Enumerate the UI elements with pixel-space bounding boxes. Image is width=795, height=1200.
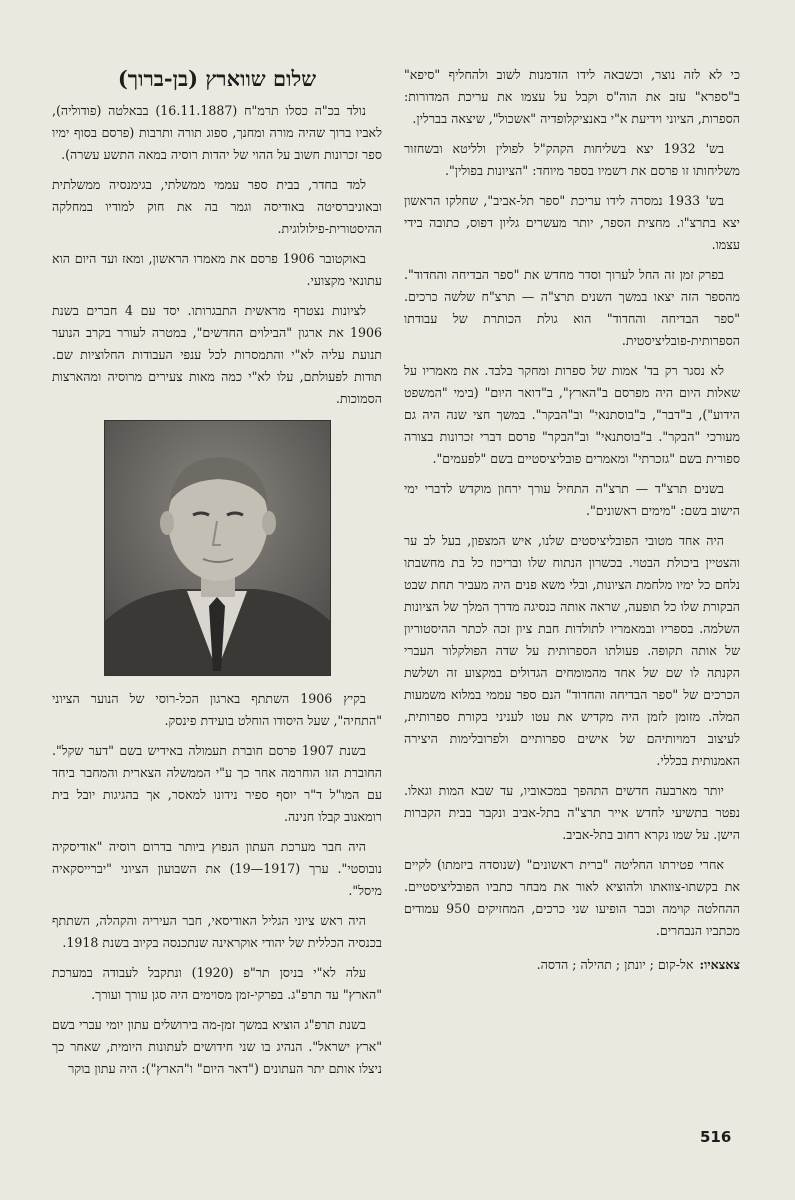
paragraph: בש' 1933 נמסרה לידו עריכת "ספר תל-אביב", שחלקו הראשון יצא בתרצ"ו. מחצית הספר, יותר מעשרים גליון דפוס, כתובה בידי עצמו. [404,193,740,252]
paragraph: אחרי פטירתו החליטה "ברית ראשונים" (שנוסדה ביזמתו) לקיים את בקשתו-צוואתו ולהוציא לאור את מבחר כתביו הפובליציסטיים. ההחלטה קוימה וכבר הופיעו שני כרכים, המחזיקים 950 עמודים מכתביו הנבחרים. [404,857,740,938]
paragraph: יותר מארבעה חדשים התהפך במכאוביו, עד שבא המות וגאלו. נפטר בתשיעי לחדש אייר תרצ"ה בתל-אביב ונקבר בבית הקברות הישן. על שמו נקרא רחוב בתל-אביב. [404,783,740,842]
paragraph: למד בחדר, בבית ספר עממי ממשלתי, בגימנסיה ממשלתית ובאוניברסיטה באודיסה וגמר בה את חוק למודיו במחלקה ההיסטורית-פילולוגית. [52,177,382,236]
paragraph: היה חבר מערכת העתון הנפוץ ביותר בדרום רוסיה "אודיסקיה נובוסטי". ערך (1917—19) את השבועון הציוני "יברייסקאיה מיסל". [52,839,382,898]
relatives-names: אל-קום ; יונתן ; תהילה ; הדסה. [536,957,694,972]
paragraph: בש' 1932 יצא בשליחות הקהק"ל לפולין ולליטא ובשחזור משליחותו זו פרסם את רשמיו בספר מיוחד: "הציונות בפולין". [404,141,740,178]
left-column [52,64,382,1088]
paragraph: היה ראש ציוני הגליל האודיסאי, חבר העיריה והקהלה, השתתף בכנסיה הכללית של יהודי אוקראינה שנתכנסה בקיוב בשנת 1918. [52,913,382,950]
relatives-label: צאצאיו: [699,957,740,972]
page-number: 516 [700,1128,732,1146]
paragraph: נולד בכ"ה כסלו תרמ"ח (16.11.1887) בבאלטה (פודוליה), לאביו ברוך שהיה מורה ומחנך, ספוג תורה ותרבות (פרסם בסוף ימיו ספר זכרונות חשוב על ההוי של יהדות רוסיה במאה התשע עשרה). [52,103,382,162]
paragraph: בשנים תרצ"ד — תרצ"ה התחיל עורך ירחון מוקדש לדברי ימי הישוב בשם: "מימים ראשונים". [404,481,740,518]
relatives-line [404,954,740,976]
right-column [404,64,740,976]
paragraph: היה אחד מטובי הפובליציסטים שלנו, איש המצפון, בעל לב ער והצטיין ביכולת הבטוי. בכשרון הנתוח שלו ובריכוז כל בת מחשבתו נלחם כל ימיו מלחמת הציונות, ובלי משא פנים היה מעביר תחת שבט הבקורת שלו כל תופעה, שראה אותה כנסיגה מדרך המלך של הציונות השלמה. בספריו ובמאמריו לתולדות חבת ציון זכה לכתר ההיסטוריון של אותה תקופה. פעולתו הספרותית על שדה הפולקלור העברי הקנתה לו שם של אחד מהמומחים הגדולים במקצוע זה ושלשת הכרכים של "ספר הבדיחה והחדוד" הנם ספר עממי במלוא משמעות המלה. מזומן לזמן היה מקדיש את עטו לעניני בקורת ספרותית, לעיצוב דמויותיהם של אישים ספרותיים ולפרובלימות היצירה האמנותית בכללי. [404,533,740,768]
paragraph: באוקטובר 1906 פרסם את מאמרו הראשון, ומאז ועד היום הוא עתונאי מקצועי. [52,251,382,288]
paragraph: כי לא לזה נוצר, וכשבאה לידו הזדמנות לשוב ולהחליף "סיפא" ב"ספרא" עזב את הוה"ס וקבל על עצמו את עריכת המדורות: הספרות, הציוני וידיעת א"י באנציקלופדיה "אשכול", שיצאה בברלין. [404,67,740,126]
paragraph: בפרק זמן זה החל לערוך וסדר מחדש את "ספר הבדיחה והחדוד". מהספר הזה יצאו במשך השנים תרצ"ה — תרצ"ח שלשה כרכים. "ספר הבדיחה והחדוד" הוא גולת הכותרת של עבודתו הספרותית-פובליציסטית. [404,267,740,348]
paragraph: לא נסגר רק בד' אמות של ספרות ומחקר בלבד. את מאמריו על שאלות היום היה מפרסם ב"הארץ", ב"דואר היום" (בימי "המשפט הידוע"), ב"דבר", ב"בוסתנאי" וב"הבקר". במשך חצי שנה היה גם מעורכי "הבקר". ב"בוסתנאי" וב"הבקר" פרסם דברי זכרונות בצורה ספורית בשם "גזכרתי" ומאמרים פובליציסטיים בשם "לפעמים". [404,363,740,466]
portrait-photo [104,420,331,676]
article-title: שלום שווארץ (בן-ברוך) [117,66,317,91]
paragraph: בשנת תרפ"ג הוציא במשך זמן-מה בירושלים עתון יומי עברי בשם "ארץ ישראל". הנהיג בו שני חידושים לעתונות היומית, שאחר כך ניצלו אותם יתר העתונים ("דאר היום" ו"הארץ"): היה עתון בוקר [52,1017,382,1076]
paragraph: עלה לא"י בניסן תר"פ (1920) ונתקבל לעבודה במערכת "הארץ" עד תרפ"ג. בפרקי-זמן מסוימים היה סגן עורך ועורך. [52,965,382,1002]
portrait-illustration [105,421,330,675]
paragraph: לציונות נצטרף מראשית התבגרותו. יסד עם 4 חברים בשנת 1906 את ארגון "הבילוים החדשים", במטרה לעורר בקרב הנוער תנועת עליה לא"י והתמסרות לכל ענפי העבודות החלוציות שם. תודות לפעולתם, עלו לא"י כמה מאות צעירים מרוסיה ומהארצות הסמוכות. [52,303,382,406]
paragraph: בקיץ 1906 השתתף בארגון הכל-רוסי של הנוער הציוני "התחיה", שעל היסודו הוחלט בועידת פינסק. [52,691,382,728]
paragraph: בשנת 1907 פרסם חוברת תעמולה באידיש בשם "דער שקל". החוברת הזו הוחרמה אחר כך ע"י הממשלה הצארית והמחבר ביחד עם המו"ל ד"ר יוסף ספיר נידונו למאסר, אך בהגיגות יובל בית רומאנוב קבלו חנינה. [52,743,382,824]
